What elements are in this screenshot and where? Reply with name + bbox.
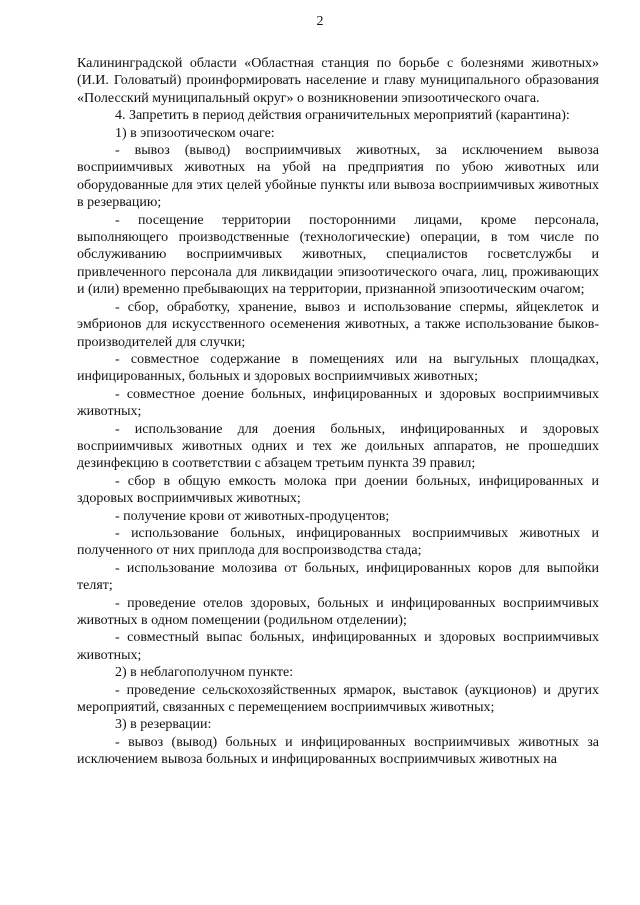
paragraph-continuation: Калининградской области «Областная станция по борьбе с болезнями животных» (И.И. Головатый) проинформировать население и главу муниципального образования «Полесский муниципальный округ» о возникновении эпизоотического очага. — [77, 56, 599, 106]
list-item: - использование молозива от больных, инфицированных коров для выпойки телят; — [77, 560, 599, 594]
list-item: - вывоз (вывод) больных и инфицированных восприимчивых животных за исключением вывоза больных и инфицированных восприимчивых животных на — [77, 734, 599, 768]
list-item: - проведение отелов здоровых, больных и инфицированных восприимчивых животных в одном помещении (родильном отделении); — [77, 595, 599, 628]
list-item: - проведение сельскохозяйственных ярмарок, выставок (аукционов) и других мероприятий, связанных с перемещением восприимчивых животных; — [77, 682, 599, 716]
list-item: - сбор в общую емкость молока при доении больных, инфицированных и здоровых восприимчивых животных; — [77, 473, 599, 507]
subheading-reservation: 3) в резервации: — [115, 717, 212, 733]
paragraph-item-4: 4. Запретить в период действия ограничительных мероприятий (карантина): — [115, 108, 570, 124]
list-item: - получение крови от животных-продуцентов; — [115, 508, 390, 524]
list-item: - совместное доение больных, инфицированных и здоровых восприимчивых животных; — [77, 386, 599, 420]
list-item: - сбор, обработку, хранение, вывоз и использование спермы, яйцеклеток и эмбрионов для искусственного осеменения животных, а также использование быков-производителей для случки; — [77, 299, 599, 350]
list-item: - совместное содержание в помещениях или на выгульных площадках, инфицированных, больных и здоровых восприимчивых животных; — [77, 351, 599, 385]
page-number: 2 — [316, 14, 324, 29]
subheading-epizootic-focus: 1) в эпизоотическом очаге: — [115, 125, 275, 141]
list-item: - использование больных, инфицированных восприимчивых животных и полученного от них приплода для воспроизводства стада; — [77, 525, 599, 559]
list-item: - совместный выпас больных, инфицированных и здоровых восприимчивых животных; — [77, 630, 599, 663]
list-item: - использование для доения больных, инфицированных и здоровых восприимчивых животных одних и тех же доильных аппаратов, не прошедших дезинфекцию в соответствии с абзацем третьим пункта 39 правил; — [77, 421, 599, 472]
document-body — [77, 55, 599, 769]
list-item: - вывоз (вывод) восприимчивых животных, за исключением вывоза восприимчивых животных на убой на предприятия по убою животных или оборудованные для этих целей убойные пункты или вывоза восприимчивых животных в резервацию; — [77, 143, 599, 211]
list-item: - посещение территории посторонними лицами, кроме персонала, выполняющего производственные (технологические) операции, в том числе по обслуживанию восприимчивых животных, специалистов госветслужбы и привлеченного персонала для ликвидации эпизоотического очага, лиц, проживающих и (или) временно пребывающих на территории, признанной эпизоотическим очагом; — [77, 212, 599, 298]
subheading-unfavorable-point: 2) в неблагополучном пункте: — [115, 665, 294, 681]
